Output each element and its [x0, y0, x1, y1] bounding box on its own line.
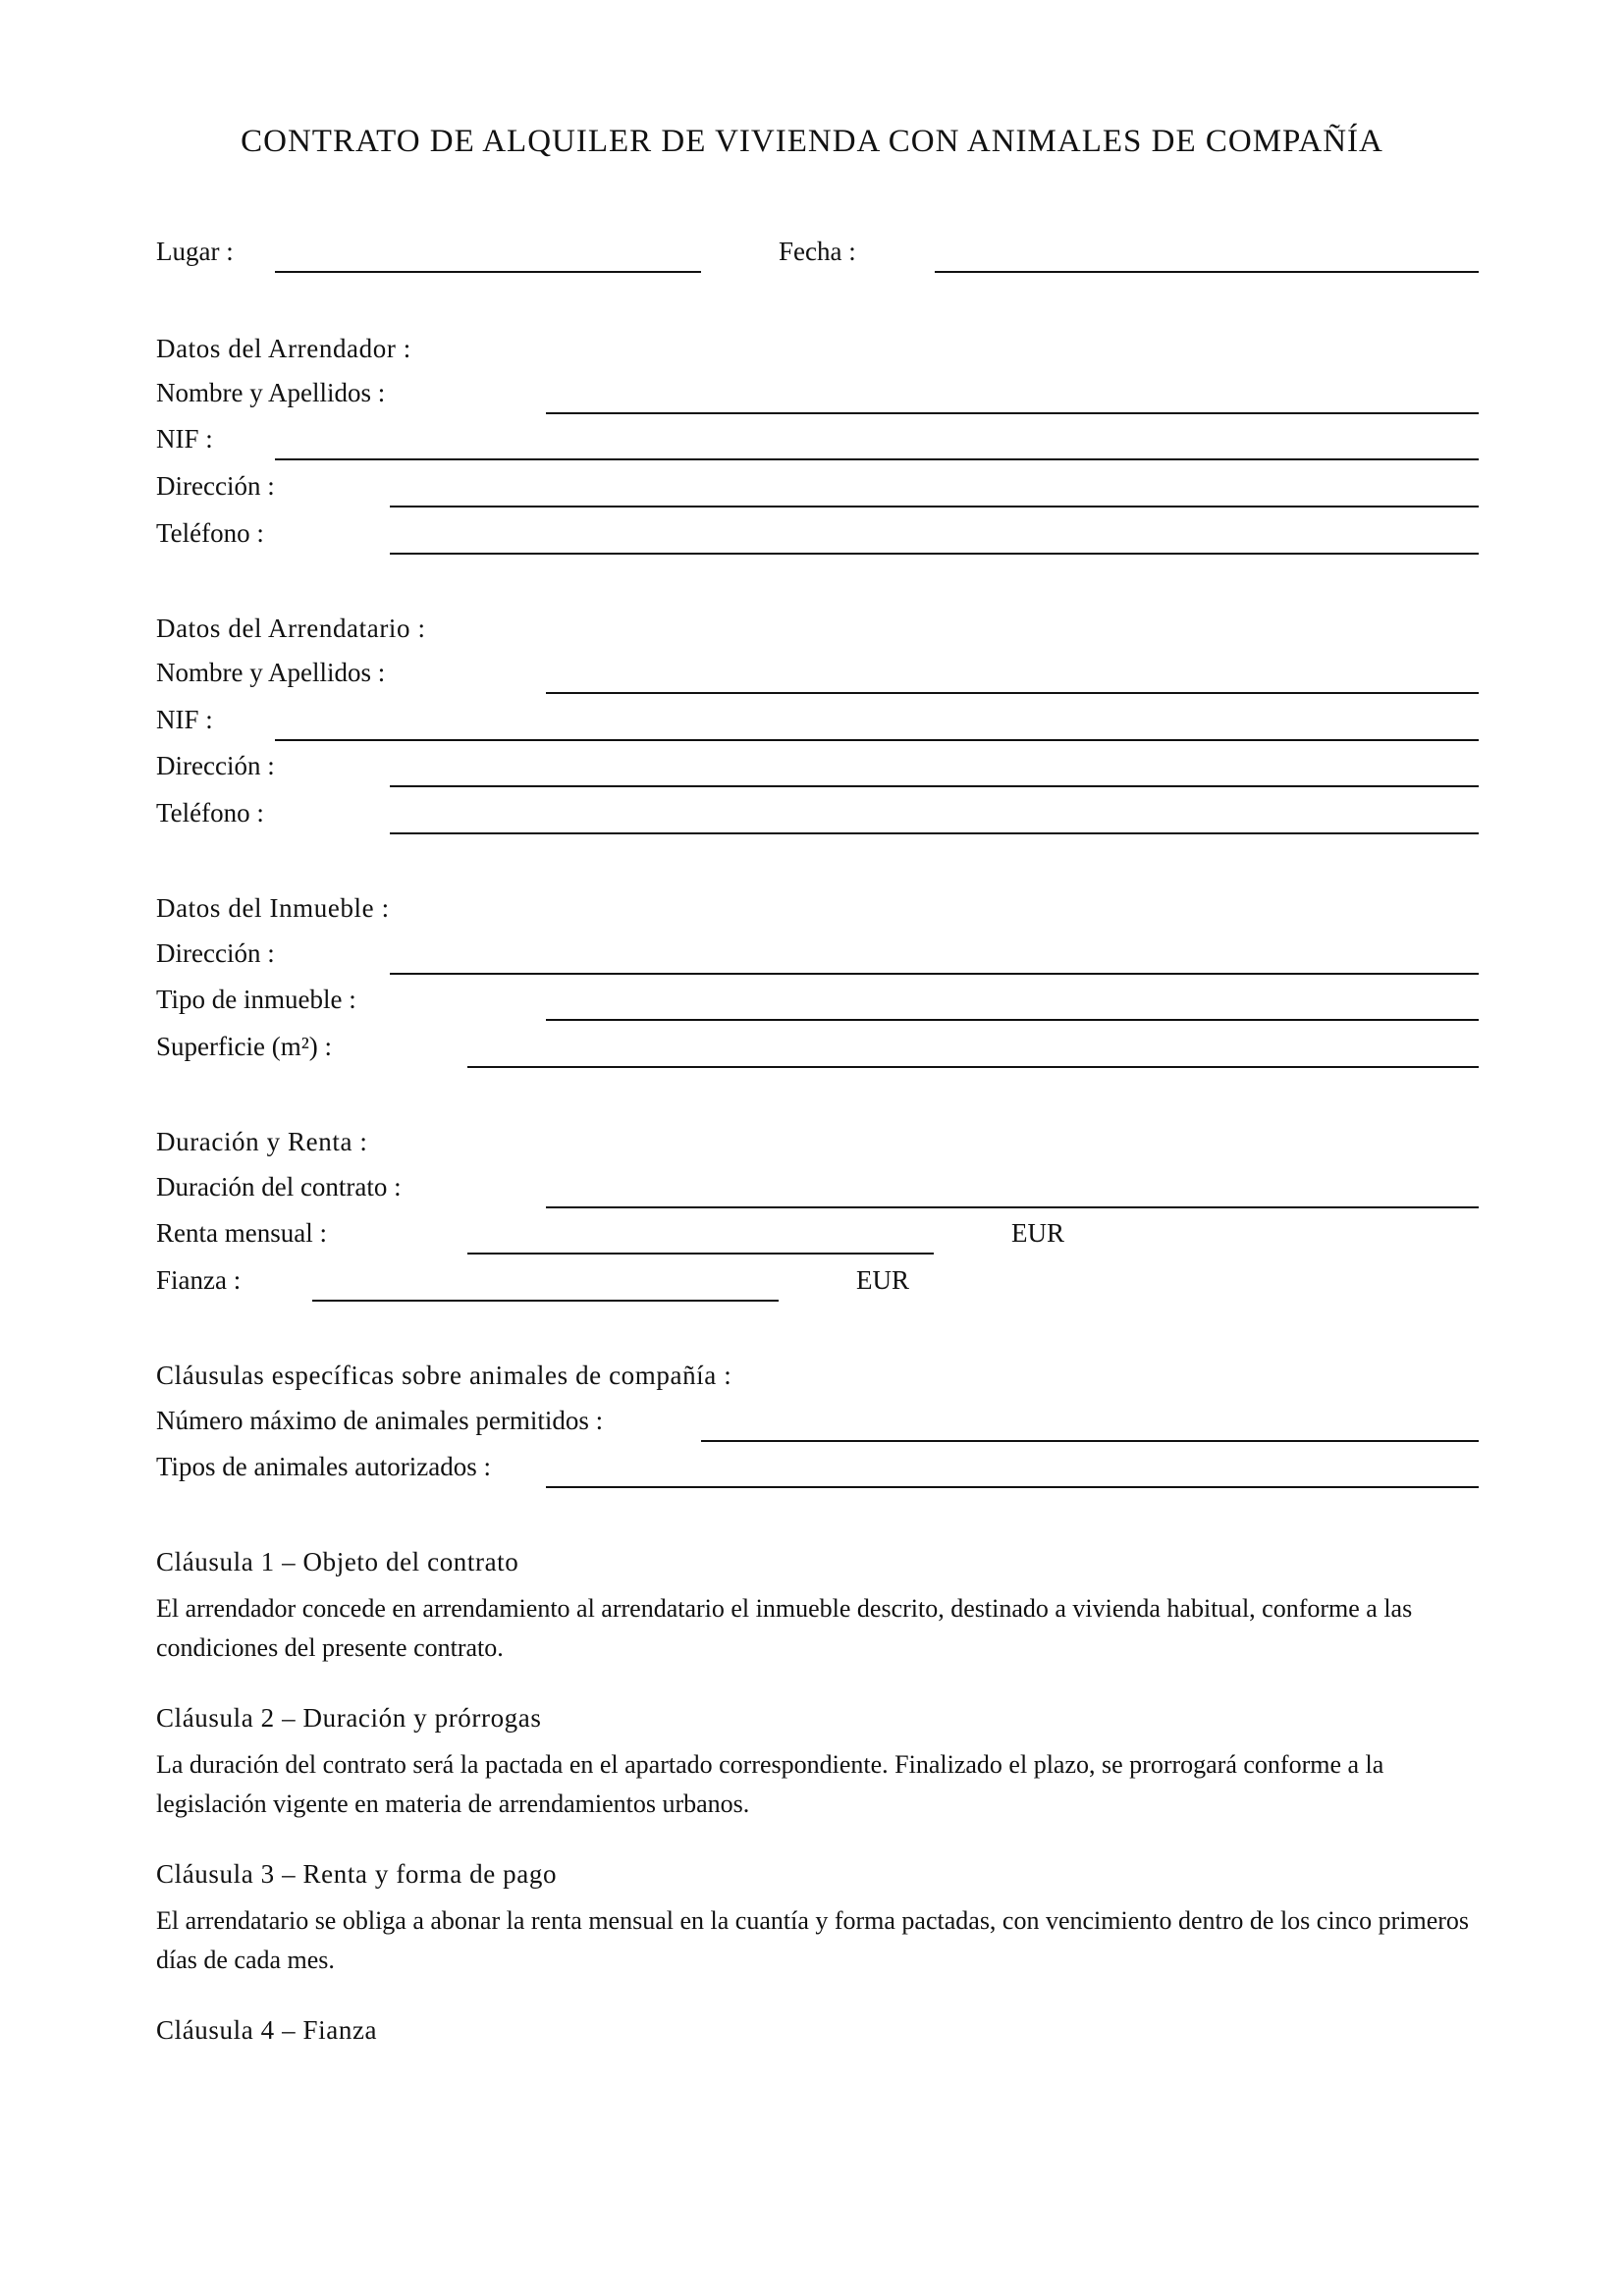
tenant-name-row [0, 655, 1624, 694]
pets-max-label: Número máximo de animales permitidos : [156, 1406, 604, 1435]
clause-1-body: El arrendador concede en arrendamiento al arrendatario el inmueble descrito, destinado a vivienda habitual, conforme a las condiciones del presente contrato. [156, 1594, 1413, 1662]
property-type-label: Tipo de inmueble : [156, 985, 356, 1014]
property-heading: Datos del Inmueble : [156, 893, 390, 923]
landlord-nif-row [0, 421, 1624, 460]
landlord-name-row [0, 375, 1624, 414]
tenant-address-label: Dirección : [156, 751, 275, 780]
pets-max-field[interactable] [701, 1440, 1479, 1442]
clause-3-title: Cláusula 3 – Renta y forma de pago [156, 1859, 558, 1889]
pets-types-row [0, 1449, 1624, 1488]
tenant-phone-row [0, 795, 1624, 834]
rent-field[interactable] [467, 1253, 934, 1255]
terms-heading: Duración y Renta : [156, 1127, 368, 1156]
tenant-name-label: Nombre y Apellidos : [156, 658, 386, 687]
landlord-nif-field[interactable] [275, 458, 1479, 460]
landlord-address-row [0, 468, 1624, 507]
clause-2-body: La duración del contrato será la pactada en el apartado correspondiente. Finalizado el plazo, se prorrogará conforme a la legislación vigente en materia de arrendamientos urbanos. [156, 1750, 1384, 1818]
property-area-field[interactable] [467, 1066, 1479, 1068]
property-area-label: Superficie (m²) : [156, 1032, 333, 1061]
deposit-currency: EUR [856, 1265, 909, 1295]
place-date-row [0, 234, 1624, 273]
tenant-name-field[interactable] [546, 692, 1479, 694]
landlord-nif-label: NIF : [156, 424, 213, 454]
rent-currency: EUR [1011, 1218, 1064, 1248]
property-address-row [0, 935, 1624, 975]
clause-1-title: Cláusula 1 – Objeto del contrato [156, 1547, 519, 1576]
clause-4-title: Cláusula 4 – Fianza [156, 2015, 378, 2045]
duration-row [0, 1169, 1624, 1208]
property-area-row [0, 1029, 1624, 1068]
property-type-row [0, 982, 1624, 1021]
pets-types-field[interactable] [546, 1486, 1479, 1488]
place-field[interactable] [275, 271, 701, 273]
deposit-field[interactable] [312, 1300, 779, 1302]
tenant-nif-field[interactable] [275, 739, 1479, 741]
place-label: Lugar : [156, 237, 234, 266]
landlord-name-field[interactable] [546, 412, 1479, 414]
landlord-heading: Datos del Arrendador : [156, 334, 411, 363]
property-type-field[interactable] [546, 1019, 1479, 1021]
tenant-nif-label: NIF : [156, 705, 213, 734]
pets-heading: Cláusulas específicas sobre animales de compañía : [156, 1361, 732, 1390]
landlord-address-label: Dirección : [156, 471, 275, 501]
duration-field[interactable] [546, 1206, 1479, 1208]
landlord-phone-label: Teléfono : [156, 518, 264, 548]
landlord-address-field[interactable] [390, 506, 1479, 507]
tenant-phone-label: Teléfono : [156, 798, 264, 828]
deposit-row [0, 1262, 1624, 1302]
date-label: Fecha : [779, 237, 856, 266]
clause-2-title: Cláusula 2 – Duración y prórrogas [156, 1703, 542, 1733]
landlord-phone-field[interactable] [390, 553, 1479, 555]
landlord-phone-row [0, 515, 1624, 555]
duration-label: Duración del contrato : [156, 1172, 402, 1201]
date-field[interactable] [935, 271, 1479, 273]
tenant-phone-field[interactable] [390, 832, 1479, 834]
clause-3-body: El arrendatario se obliga a abonar la renta mensual en la cuantía y forma pactadas, con vencimiento dentro de los cinco primeros días de cada mes. [156, 1906, 1470, 1974]
tenant-address-row [0, 748, 1624, 787]
rent-row [0, 1215, 1624, 1255]
tenant-nif-row [0, 702, 1624, 741]
property-address-field[interactable] [390, 973, 1479, 975]
pets-types-label: Tipos de animales autorizados : [156, 1452, 491, 1481]
rent-label: Renta mensual : [156, 1218, 327, 1248]
landlord-name-label: Nombre y Apellidos : [156, 378, 386, 407]
property-address-label: Dirección : [156, 938, 275, 968]
pets-max-row [0, 1403, 1624, 1442]
document-title: CONTRATO DE ALQUILER DE VIVIENDA CON ANIMALES DE COMPAÑÍA [241, 124, 1383, 159]
deposit-label: Fianza : [156, 1265, 242, 1295]
tenant-heading: Datos del Arrendatario : [156, 614, 426, 643]
tenant-address-field[interactable] [390, 785, 1479, 787]
